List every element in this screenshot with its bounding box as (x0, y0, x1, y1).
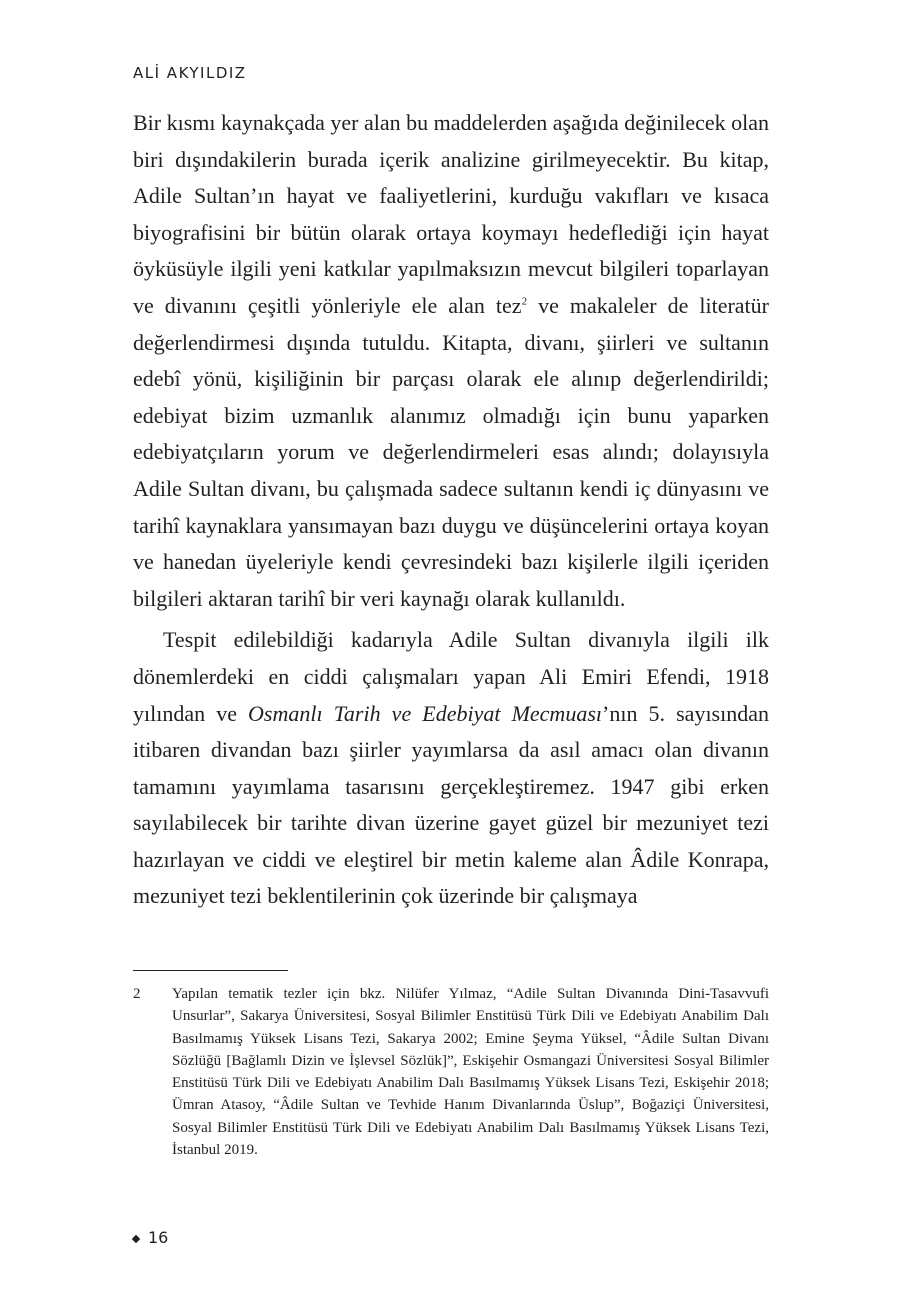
paragraph-2 (133, 622, 769, 915)
running-head-author: ALİ AKYILDIZ (133, 64, 247, 82)
paragraph-1-text-a: Bir kısmı kaynakçada yer alan bu maddelerden aşağıda değinilecek olan biri dışındakilerin burada içerik analizine girilmeyecektir. Bu kitap, Adile Sultan’ın hayat ve faaliyetlerini, kurduğu vakıfları ve kısaca biyografisini bir bütün olarak ortaya koymayı hedeflediği için hayat öyküsüyle ilgili yeni katkılar yapılmaksızın mevcut bilgileri toparlayan ve divanını çeşitli yönleriyle ele alan tez (133, 110, 769, 318)
paragraph-2-text-b: ’nın 5. sayısından itibaren divandan bazı şiirler yayımlarsa da asıl amacı olan divanın tamamını yayımlama tasarısını gerçekleştiremez. 1947 gibi erken sayılabilecek bir tarihte divan üzerine gayet güzel bir mezuniyet tezi hazırlayan ve ciddi ve eleştirel bir metin kaleme alan Âdile Konrapa, mezuniyet tezi beklentilerinin çok üzerinde bir çalışmaya (133, 700, 769, 909)
page-number: 16 (148, 1228, 169, 1247)
diamond-ornament-icon (132, 1235, 140, 1243)
journal-title-italic: Osmanlı Tarih ve Edebiyat Mecmuası (248, 700, 602, 726)
body-text (133, 105, 769, 915)
footnote (133, 983, 769, 1161)
footnote-reference: 2 (521, 295, 528, 308)
footnote-text: Yapılan tematik tezler için bkz. Nilüfer Yılmaz, “Adile Sultan Divanında Dini-Tasavvufi Unsurlar”, Sakarya Üniversitesi, Sosyal Bilimler Enstitüsü Türk Dili ve Edebiyatı Anabilim Dalı Basılmamış Yüksek Lisans Tezi, Sakarya 2002; Emine Şeyma Yüksel, “Âdile Sultan Divanı Sözlüğü [Bağlamlı Dizin ve İşlevsel Sözlük]”, Eskişehir Osmangazi Üniversitesi Sosyal Bilimler Enstitüsü Türk Dili ve Edebiyatı Anabilim Dalı Basılmamış Yüksek Lisans Tezi, Eskişehir 2018; Ümran Atasoy, “Âdile Sultan ve Tevhide Hanım Divanlarında Üslup”, Boğaziçi Üniversitesi, Sosyal Bilimler Enstitüsü Türk Dili ve Edebiyatı Anabilim Dalı Basılmamış Yüksek Lisans Tezi, İstanbul 2019. (172, 986, 769, 1159)
footnote-number: 2 (133, 986, 141, 1002)
paragraph-2-text-a: Tespit edilebildiği kadarıyla Adile Sultan divanıyla ilgili ilk dönemlerdeki en ciddi çalışmaları yapan Ali Emiri Efendi, 1918 yılından ve (133, 627, 769, 726)
footnote-divider (133, 970, 288, 971)
paragraph-1 (133, 105, 769, 617)
page-folio (133, 1228, 168, 1247)
paragraph-1-text-b: ve makaleler de literatür değerlendirmesi dışında tutuldu. Kitapta, divanı, şiirleri ve sultanın edebî yönü, kişiliğinin bir parçası olarak ele alınıp değerlendirildi; edebiyat bizim uzmanlık alanımız olmadığı için bunu yaparken edebiyatçıların yorum ve değerlendirmeleri esas alındı; dolayısıyla Adile Sultan divanı, bu çalışmada sadece sultanın kendi iç dünyasını ve tarihî kaynaklara yansımayan bazı duygu ve düşüncelerini ortaya koyan ve hanedan üyeleriyle kendi çevresindeki bazı kişilerle ilgili içeriden bilgileri aktaran tarihî bir veri kaynağı olarak kullanıldı. (133, 292, 769, 611)
